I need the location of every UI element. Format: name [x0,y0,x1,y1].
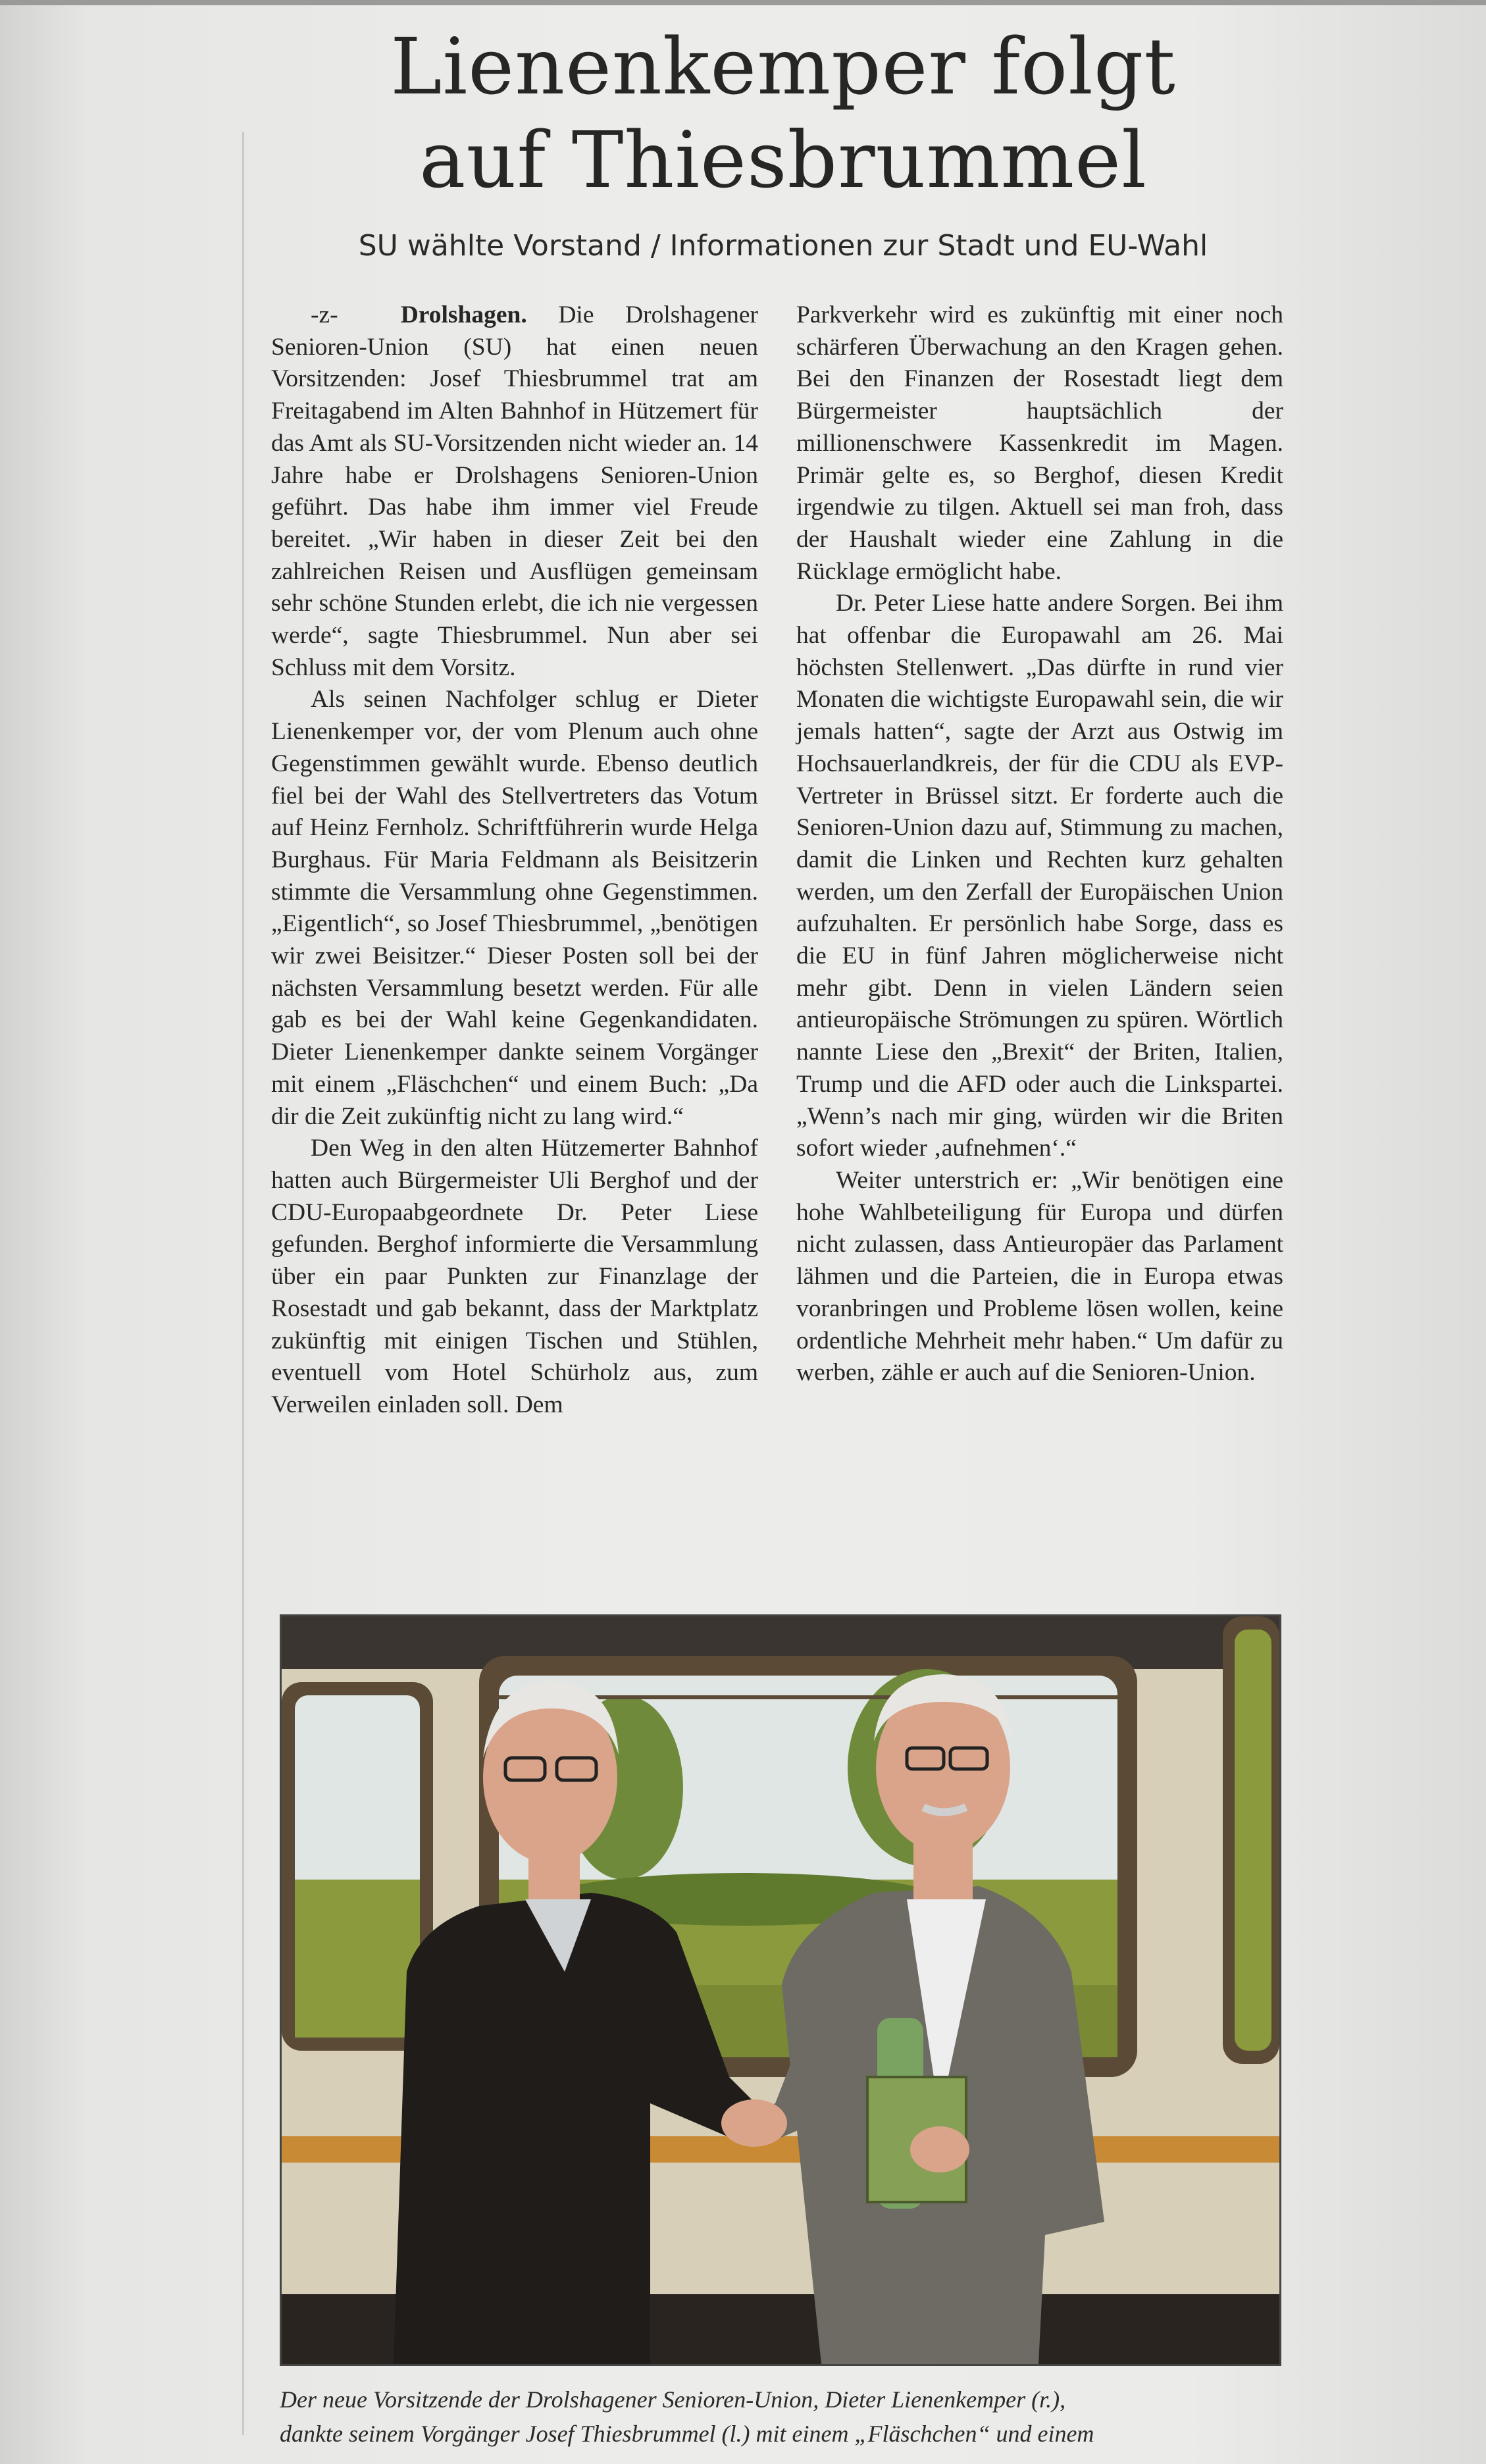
dateline: Drolshagen. [400,301,527,328]
handshake [721,2099,787,2147]
caption-line-2: dankte seinem Vorgänger Josef Thiesbrummel (l.) mit einem „Fläschchen“ und einem [280,2421,1094,2447]
paragraph: Den Weg in den alten Hützemerter Bahnhof hatten auch Bürgermeister Uli Berghof und der CDU-Europaabgeordnete Dr. Peter Liese gefunden. Berghof informierte die Versammlung über ein paar Punkten zur Finanzlage der Rosestadt und gab bekannt, dass der Marktplatz zukünftig mit einigen Tischen und Stühlen, eventuell vom Hotel Schürholz aus, zum Verweilen einladen soll. Dem [271,1135,758,1418]
subheadline: SU wählte Vorstand / Informationen zur Stadt und EU-Wahl [358,229,1208,263]
clipping-edge [242,132,244,2435]
author-tag: -z- [311,301,338,328]
meadow-left [295,1880,420,2038]
window-right [1235,1630,1271,2051]
article-column-2 [796,299,1283,1389]
headline-line-2: auf Thiesbrummel [419,115,1147,205]
paragraph: Als seinen Nachfolger schlug er Dieter Lienenkemper vor, der vom Plenum auch ohne Gegenstimmen gewählt wurde. Ebenso deutlich fiel bei der Wahl des Stellvertreters das Votum auf Heinz Fernholz. Schriftführerin wurde Helga Burghaus. Für Maria Feldmann als Beisitzerin stimmte die Versammlung ohne Gegenstimmen. „Eigentlich“, so Josef Thiesbrummel, „benötigen wir zwei Beisitzer.“ Dieser Posten soll bei der nächsten Versammlung besetzt werden. Für alle gab es bei der Wahl keine Gegenkandidaten. Dieter Lienenkemper dankte seinem Vorgänger mit einem „Fläschchen“ und einem Buch: „Da dir die Zeit zukünftig nicht zu lang wird.“ [271,686,758,1130]
headline-line-1: Lienenkemper folgt [390,21,1176,112]
paragraph: Dr. Peter Liese hatte andere Sorgen. Bei ihm hat offenbar die Europawahl am 26. Mai höchsten Stellenwert. „Das dürfte in rund vier Monaten die wichtigste Europawahl sein, die wir jemals hatten“, sagte der Arzt aus Ostwig im Hochsauerlandkreis, der für die CDU als EVP-Vertreter in Brüssel sitzt. Er forderte auch die Senioren-Union dazu auf, Stimmung zu machen, damit die Linken und Rechten kurz gehalten werden, um den Zerfall der Europäischen Union aufzuhalten. Er persönlich habe Sorge, dass es die EU in fünf Jahren möglicherweise nicht mehr gibt. Denn in vielen Ländern seien antieuropäische Strömungen zu spüren. Wörtlich nannte Liese den „Brexit“ der Briten, Italien, Trump und die AFD oder auch die Linkspartei. „Wenn’s nach mir ging, würden wir die Briten sofort wieder ‚aufnehmen‘.“ [796,590,1283,1162]
man-right-hand [910,2126,969,2172]
handshake-photo [280,1614,1281,2366]
headline [197,20,1369,207]
photo-drawing [282,1616,1279,2364]
caption-line-1: Der neue Vorsitzende der Drolshagener Senioren-Union, Dieter Lienenkemper (r.), [280,2386,1066,2413]
top-edge [0,0,1486,5]
photo-caption [280,2382,1306,2464]
paragraph: Parkverkehr wird es zukünftig mit einer noch schärferen Überwachung an den Kragen gehen. Bei den Finanzen der Rosestadt liegt dem Bürgermeister hauptsächlich der millionenschwere Kassenkredit im Magen. Primär gelte es, so Berghof, diesen Kredit irgendwie zu tilgen. Aktuell sei man froh, dass der Haushalt wieder eine Zahlung in die Rücklage ermöglicht habe. [796,301,1283,585]
paragraph: Weiter unterstrich er: „Wir benötigen eine hohe Wahlbeteiligung für Europa und dürfen nicht zulassen, dass Antieuropäer das Parlament lähmen und die Parteien, die in Europa etwas voranbringen und Probleme lösen wollen, keine ordentliche Mehrheit mehr haben.“ Um dafür zu werben, zähle er auch auf die Senioren-Union. [796,1166,1283,1387]
paragraph [271,299,758,684]
paragraph-text: Die Drolshagener Senioren-Union (SU) hat einen neuen Vorsitzenden: Josef Thiesbrummel trat am Freitagabend im Alten Bahnhof in Hützemert für das Amt als SU-Vorsitzenden nicht wieder an. 14 Jahre habe er Drolshagens Senioren-Union geführt. Das habe ihm immer viel Freude bereitet. „Wir haben in dieser Zeit bei den zahlreichen Reisen und Ausflügen gemeinsam sehr schöne Stunden erlebt, die ich nie vergessen werde“, sagte Thiesbrummel. Nun aber sei Schluss mit dem Vorsitz. [271,301,759,681]
article-column-1 [271,299,758,1422]
